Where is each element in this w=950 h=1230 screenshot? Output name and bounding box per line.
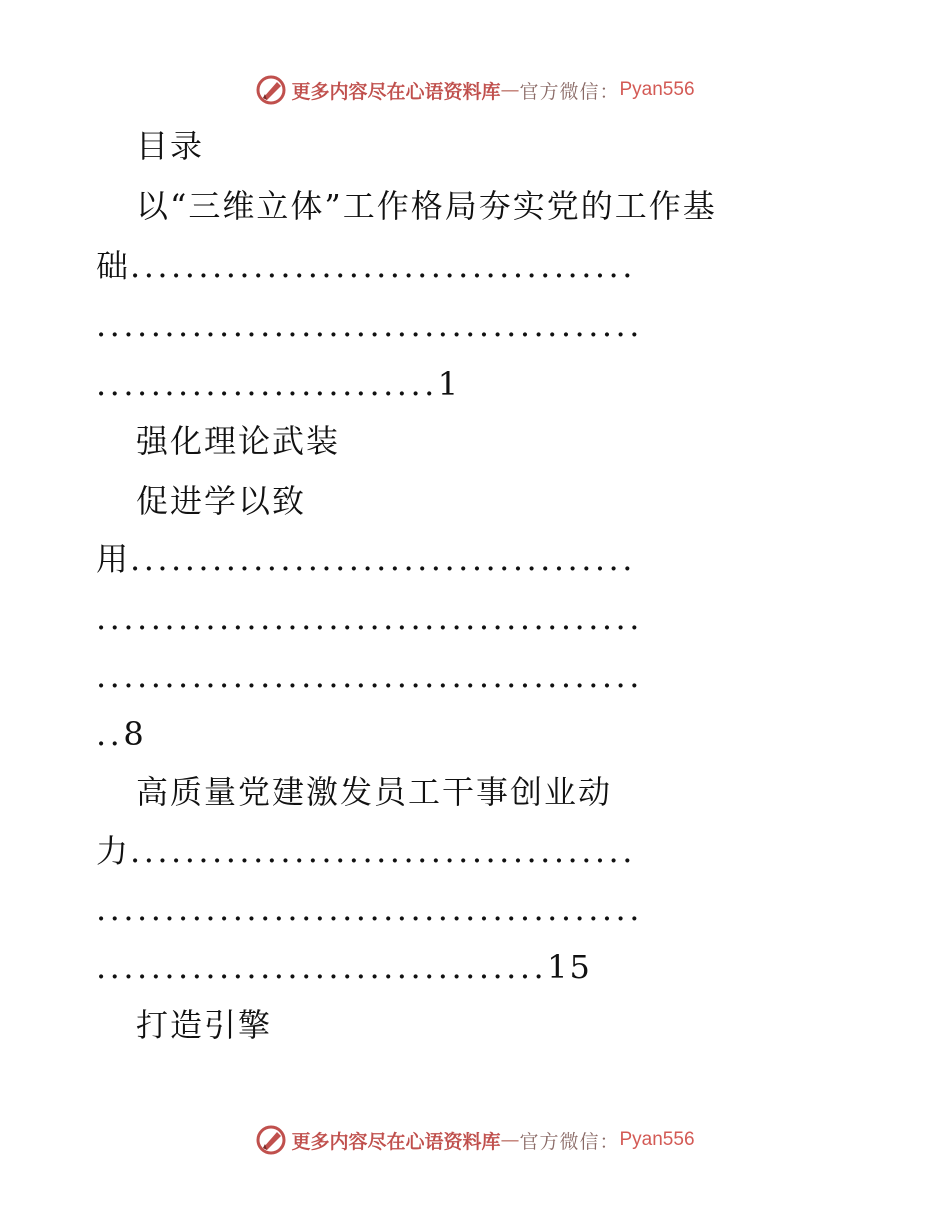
- toc-leader-dots: ..: [96, 715, 124, 753]
- toc-entry-2-title-line-3[interactable]: [96, 539, 950, 579]
- toc-leader-dots: .........................: [96, 365, 438, 403]
- toc-leader-dots: .................................: [96, 948, 548, 986]
- watermark-banner-bottom: [0, 1120, 950, 1160]
- toc-entry-3-page-line[interactable]: [96, 947, 950, 987]
- watermark-separator: —: [500, 1129, 520, 1151]
- watermark-main-text: 更多内容尽在心语资料库: [291, 80, 501, 103]
- toc-entry-3-page-number: 15: [547, 948, 592, 986]
- toc-leader-dots: ........................................: [96, 890, 643, 928]
- toc-entry-2-title-line-2[interactable]: 促进学以致: [136, 482, 307, 520]
- toc-entry-1-title-end: 础: [96, 247, 131, 285]
- pen-logo-icon: [255, 74, 287, 106]
- toc-entry-1-title-line-1[interactable]: 以“三维立体”工作格局夯实党的工作基: [136, 187, 717, 225]
- toc-entry-3-title-line-1[interactable]: 高质量党建激发员工干事创业动: [136, 773, 613, 811]
- toc-leader-dots: ........................................: [96, 599, 643, 637]
- toc-leader-dots: .....................................: [130, 247, 636, 285]
- toc-entry-2-title-end: 用: [96, 540, 131, 578]
- watermark-label: 官方微信：: [519, 1130, 620, 1153]
- watermark-separator: —: [500, 79, 520, 101]
- toc-entry-1-page-line[interactable]: [96, 364, 950, 404]
- watermark-handle: Pyan556: [619, 1129, 695, 1150]
- toc-entry-3-title-end: 力: [96, 832, 131, 870]
- toc-entry-1-title-line-2[interactable]: [96, 246, 950, 286]
- toc-leader-dots: ........................................: [96, 657, 643, 695]
- toc-leader-line: [96, 889, 950, 929]
- toc-entry-3-title-line-2[interactable]: [96, 831, 950, 871]
- toc-entry-2-title-line-1[interactable]: 强化理论武装: [136, 422, 341, 460]
- toc-leader-line: [96, 598, 950, 638]
- watermark-main-text: 更多内容尽在心语资料库: [291, 1130, 501, 1153]
- toc-heading: 目录: [136, 127, 205, 165]
- watermark-banner-top: [0, 70, 950, 110]
- toc-leader-line: [96, 305, 950, 345]
- watermark-label: 官方微信：: [519, 80, 620, 103]
- toc-leader-dots: .....................................: [130, 832, 636, 870]
- toc-entry-2-page-number: 8: [123, 715, 146, 753]
- toc-leader-dots: .....................................: [130, 540, 636, 578]
- toc-entry-1-page-number: 1: [437, 365, 461, 403]
- watermark-handle: Pyan556: [619, 79, 695, 100]
- toc-entry-4-title-line-1[interactable]: 打造引擎: [136, 1006, 273, 1044]
- toc-leader-dots: ........................................: [96, 306, 643, 344]
- pen-logo-icon: [255, 1124, 287, 1156]
- toc-entry-2-page-line[interactable]: [96, 714, 950, 754]
- toc-leader-line: [96, 656, 950, 696]
